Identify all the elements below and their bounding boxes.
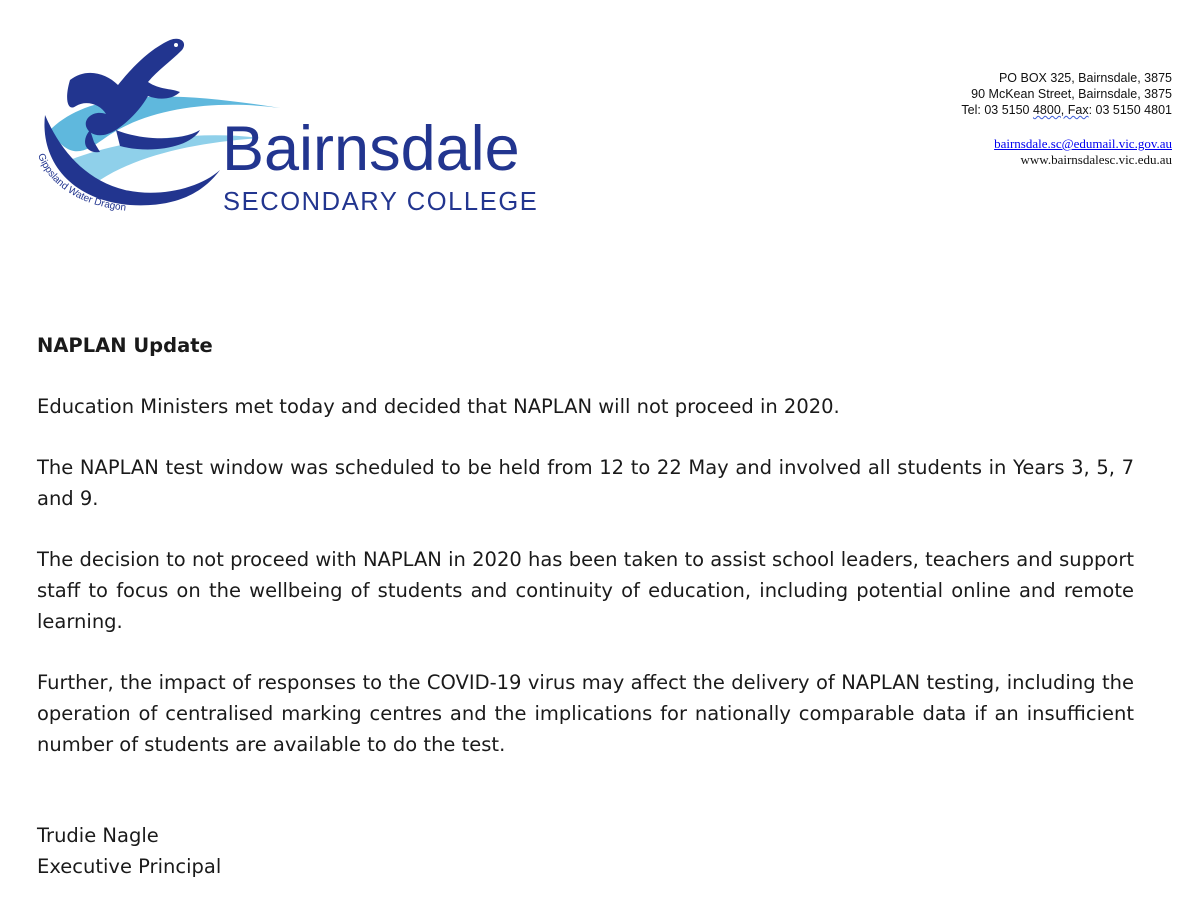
letter-body xyxy=(37,330,1134,882)
letter-title: NAPLAN Update xyxy=(37,334,213,357)
address-po-box: PO BOX 325, Bairnsdale, 3875 xyxy=(998,71,1172,85)
tel-squiggle-text: 4800, Fax xyxy=(1032,103,1089,117)
address-street: 90 McKean Street, Bairnsdale, 3875 xyxy=(971,87,1172,101)
tel-prefix: Tel: 03 5150 xyxy=(961,103,1033,117)
contact-address-block xyxy=(961,70,1172,168)
paragraph-3: The decision to not proceed with NAPLAN in 2020 has been taken to assist school leaders, teachers and support staff to focus on the wellbeing of students and continuity of education, including potential online and remote learning. xyxy=(37,548,1134,633)
school-name: Bairnsdale xyxy=(222,114,520,184)
signature-role: Executive Principal xyxy=(37,855,222,878)
address-phone-fax xyxy=(961,102,1172,118)
paragraph-2: The NAPLAN test window was scheduled to be held from 12 to 22 May and involved all students in Years 3, 5, 7 and 9. xyxy=(37,456,1134,510)
paragraph-1: Education Ministers met today and decided that NAPLAN will not proceed in 2020. xyxy=(37,395,840,418)
school-logo xyxy=(30,30,550,230)
website-text: www.bairnsdalesc.vic.edu.au xyxy=(1020,152,1172,167)
signature-name: Trudie Nagle xyxy=(37,824,159,847)
email-link[interactable]: bairnsdale.sc@edumail.vic.gov.au xyxy=(994,136,1172,151)
paragraph-4: Further, the impact of responses to the COVID-19 virus may affect the delivery of NAPLAN testing, including the operation of centralised marking centres and the implications for nationally comparable data if an insufficient number of students are available to do the test. xyxy=(37,671,1134,756)
address-spacer xyxy=(961,118,1172,136)
school-subtitle: SECONDARY COLLEGE xyxy=(223,188,539,216)
tel-suffix: : 03 5150 4801 xyxy=(1088,103,1172,117)
dragon-eye xyxy=(174,43,178,47)
signature-block xyxy=(37,820,1134,882)
emblem-caption: Gippsland Water Dragon xyxy=(35,152,127,214)
